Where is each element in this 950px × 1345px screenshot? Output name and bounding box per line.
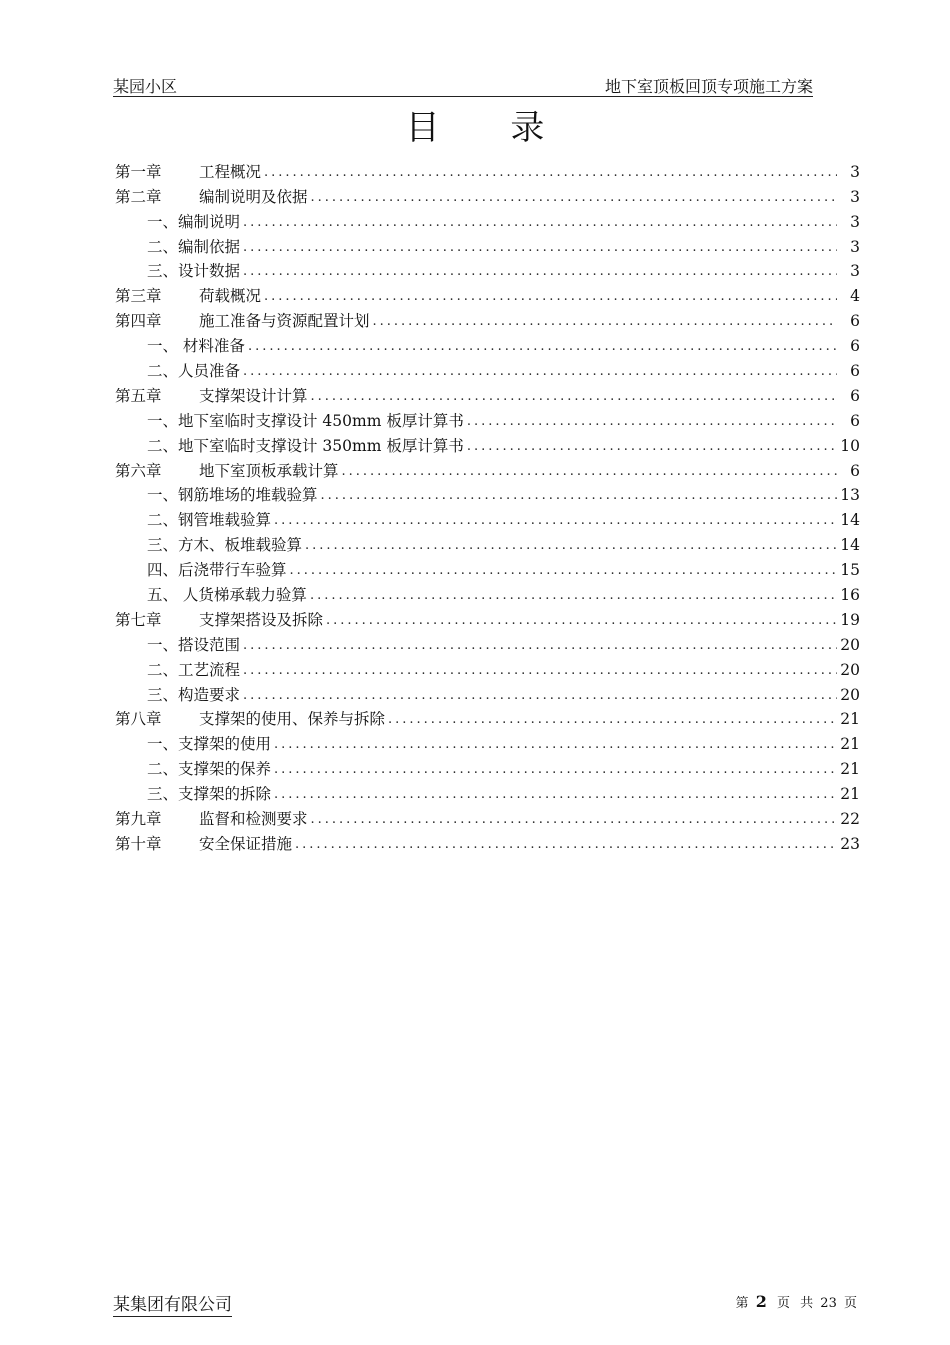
toc-page-number: 20: [840, 685, 860, 704]
toc-section-entry[interactable]: [115, 208, 860, 233]
toc-entry-label: [147, 758, 271, 780]
footer-total-word: 共: [800, 1296, 814, 1311]
toc-chapter-entry[interactable]: [115, 706, 860, 731]
toc-chapter-number: 第二章: [115, 187, 162, 206]
toc-entry-label: [147, 559, 287, 581]
toc-entry-title: 地下室顶板承载计算: [199, 461, 339, 480]
toc-entry-label: [147, 659, 240, 681]
toc-entry-label: [115, 385, 308, 407]
toc-page-number: 13: [840, 486, 860, 505]
toc-dot-leader: [373, 312, 837, 332]
toc-section-entry[interactable]: [115, 780, 860, 805]
toc-dot-leader: [342, 462, 837, 482]
toc-entry-label: [115, 460, 339, 482]
toc-page-number: 22: [840, 810, 860, 829]
toc-entry-title: 三、方木、板堆载验算: [147, 536, 303, 555]
footer-company-name: 某集团有限公司: [113, 1290, 232, 1317]
page-header: [113, 72, 813, 97]
toc-entry-title: 二、人员准备: [147, 362, 241, 381]
toc-page-number: 20: [840, 660, 860, 679]
toc-dot-leader: [295, 835, 837, 855]
toc-entry-title: 二、钢管堆载验算: [147, 511, 272, 530]
toc-entry-title: 安全保证措施: [199, 834, 293, 853]
toc-chapter-entry[interactable]: [115, 457, 860, 482]
toc-dot-leader: [388, 710, 837, 730]
toc-page-number: 3: [850, 237, 860, 256]
toc-section-entry[interactable]: [115, 432, 860, 457]
toc-entry-title: 三、设计数据: [147, 262, 241, 281]
toc-page-number: 19: [840, 610, 860, 629]
toc-section-entry[interactable]: [115, 506, 860, 531]
toc-page-number: 4: [850, 287, 860, 306]
toc-dot-leader: [243, 213, 837, 233]
toc-entry-label: [147, 435, 464, 457]
toc-section-entry[interactable]: [115, 730, 860, 755]
toc-section-entry[interactable]: [115, 581, 860, 606]
toc-entry-title: 二、编制依据: [147, 237, 241, 256]
toc-chapter-entry[interactable]: [115, 830, 860, 855]
toc-section-entry[interactable]: [115, 407, 860, 432]
toc-dot-leader: [274, 785, 837, 805]
toc-section-entry[interactable]: [115, 656, 860, 681]
toc-entry-label: [115, 310, 370, 332]
toc-entry-title: 荷载概况: [199, 287, 262, 306]
toc-entry-label: [147, 584, 307, 606]
toc-entry-title: 支撑架搭设及拆除: [199, 610, 324, 629]
toc-chapter-number: 第四章: [115, 312, 162, 331]
toc-page-number: 6: [850, 362, 860, 381]
toc-page-number: 3: [850, 212, 860, 231]
toc-page-number: 15: [840, 561, 860, 580]
toc-dot-leader: [310, 586, 837, 606]
toc-entry-label: [115, 186, 308, 208]
toc-chapter-number: 第七章: [115, 610, 162, 629]
toc-entry-title: 支撑架设计计算: [199, 386, 308, 405]
table-of-contents: [115, 158, 860, 855]
toc-dot-leader: [264, 287, 837, 307]
toc-entry-label: [115, 808, 308, 830]
toc-page-number: 6: [850, 312, 860, 331]
toc-section-entry[interactable]: [115, 258, 860, 283]
footer-page-total: 23: [820, 1296, 837, 1311]
toc-chapter-entry[interactable]: [115, 805, 860, 830]
toc-section-entry[interactable]: [115, 755, 860, 780]
toc-dot-leader: [264, 163, 837, 183]
toc-dot-leader: [243, 661, 837, 681]
toc-dot-leader: [274, 735, 837, 755]
toc-page-number: 21: [840, 710, 860, 729]
toc-entry-title: 二、地下室临时支撑设计 350mm 板厚计算书: [147, 436, 464, 455]
toc-page-number: 21: [840, 785, 860, 804]
toc-entry-label: [115, 708, 385, 730]
toc-entry-title: 一、编制说明: [147, 212, 241, 231]
toc-chapter-entry[interactable]: [115, 183, 860, 208]
toc-section-entry[interactable]: [115, 482, 860, 507]
toc-entry-title: 编制说明及依据: [199, 187, 308, 206]
toc-dot-leader: [243, 686, 837, 706]
toc-page-number: 6: [850, 386, 860, 405]
toc-page-number: 6: [850, 337, 860, 356]
toc-section-entry[interactable]: [115, 631, 860, 656]
toc-section-entry[interactable]: [115, 357, 860, 382]
toc-page-number: 3: [850, 162, 860, 181]
toc-entry-title: 二、工艺流程: [147, 660, 241, 679]
toc-entry-title: 一、支撑架的使用: [147, 735, 272, 754]
toc-page-number: 3: [850, 187, 860, 206]
footer-page-current: 2: [755, 1292, 767, 1311]
footer-page-word: 页: [776, 1296, 790, 1311]
toc-title: 目 录: [405, 108, 575, 148]
toc-chapter-entry[interactable]: [115, 282, 860, 307]
toc-entry-title: 支撑架的使用、保养与拆除: [199, 710, 386, 729]
toc-entry-label: [115, 609, 323, 631]
toc-dot-leader: [243, 262, 837, 282]
header-document-title: 地下室顶板回顶专项施工方案: [604, 77, 813, 96]
toc-entry-label: [147, 236, 240, 258]
toc-entry-label: [147, 534, 302, 556]
toc-entry-title: 一、地下室临时支撑设计 450mm 板厚计算书: [147, 411, 464, 430]
toc-page-number: 6: [850, 411, 860, 430]
toc-chapter-number: 第九章: [115, 810, 162, 829]
toc-page-number: 21: [840, 760, 860, 779]
toc-chapter-entry[interactable]: [115, 307, 860, 332]
toc-dot-leader: [243, 238, 837, 258]
toc-chapter-entry[interactable]: [115, 158, 860, 183]
toc-entry-title: 一、搭设范围: [147, 635, 241, 654]
toc-entry-label: [115, 161, 261, 183]
toc-entry-label: [147, 509, 271, 531]
toc-entry-label: [115, 285, 261, 307]
toc-page-number: 10: [840, 436, 860, 455]
toc-page-number: 3: [850, 262, 860, 281]
footer-page-prefix: 第: [735, 1296, 749, 1311]
toc-chapter-number: 第十章: [115, 834, 162, 853]
toc-dot-leader: [321, 486, 837, 506]
toc-entry-title: 施工准备与资源配置计划: [199, 312, 370, 331]
toc-chapter-entry[interactable]: [115, 606, 860, 631]
toc-entry-title: 一、钢筋堆场的堆载验算: [147, 486, 318, 505]
toc-chapter-number: 第五章: [115, 386, 162, 405]
toc-chapter-number: 第八章: [115, 710, 162, 729]
toc-entry-title: 三、构造要求: [147, 685, 241, 704]
toc-entry-label: [147, 783, 271, 805]
toc-chapter-number: 第一章: [115, 162, 162, 181]
toc-dot-leader: [274, 511, 837, 531]
toc-dot-leader: [290, 561, 837, 581]
toc-page-number: 21: [840, 735, 860, 754]
toc-dot-leader: [243, 362, 837, 382]
footer-page-suffix: 页: [843, 1296, 857, 1311]
toc-section-entry[interactable]: [115, 332, 860, 357]
toc-entry-label: [147, 260, 240, 282]
toc-dot-leader: [274, 760, 837, 780]
toc-page-number: 20: [840, 635, 860, 654]
toc-section-entry[interactable]: [115, 681, 860, 706]
toc-entry-title: 监督和检测要求: [199, 810, 308, 829]
toc-page-number: 6: [850, 461, 860, 480]
toc-page-number: 23: [840, 834, 860, 853]
toc-dot-leader: [248, 337, 837, 357]
toc-dot-leader: [243, 636, 837, 656]
toc-entry-label: [147, 360, 240, 382]
toc-section-entry[interactable]: [115, 556, 860, 581]
toc-page-number: 16: [840, 586, 860, 605]
toc-dot-leader: [326, 611, 837, 631]
toc-dot-leader: [311, 810, 837, 830]
toc-entry-label: [147, 335, 245, 357]
toc-entry-label: [147, 410, 464, 432]
toc-entry-label: [147, 634, 240, 656]
toc-dot-leader: [305, 536, 837, 556]
toc-entry-title: 四、后浇带行车验算: [147, 561, 287, 580]
toc-dot-leader: [311, 188, 837, 208]
toc-section-entry[interactable]: [115, 233, 860, 258]
toc-entry-label: [147, 733, 271, 755]
footer-page-indicator: [736, 1292, 860, 1311]
toc-entry-label: [147, 684, 240, 706]
toc-entry-label: [147, 484, 318, 506]
toc-section-entry[interactable]: [115, 531, 860, 556]
toc-entry-label: [115, 833, 292, 855]
toc-entry-title: 一、 材料准备: [147, 337, 245, 356]
toc-dot-leader: [467, 437, 837, 457]
toc-entry-title: 五、 人货梯承载力验算: [147, 586, 307, 605]
toc-entry-label: [147, 211, 240, 233]
toc-entry-title: 二、支撑架的保养: [147, 760, 272, 779]
toc-page-number: 14: [840, 511, 860, 530]
toc-entry-title: 三、支撑架的拆除: [147, 785, 272, 804]
toc-dot-leader: [467, 412, 837, 432]
toc-dot-leader: [311, 387, 837, 407]
toc-entry-title: 工程概况: [199, 162, 262, 181]
toc-chapter-entry[interactable]: [115, 382, 860, 407]
toc-chapter-number: 第三章: [115, 287, 162, 306]
header-project-name: 某园小区: [113, 77, 178, 96]
toc-page-number: 14: [840, 536, 860, 555]
toc-chapter-number: 第六章: [115, 461, 162, 480]
